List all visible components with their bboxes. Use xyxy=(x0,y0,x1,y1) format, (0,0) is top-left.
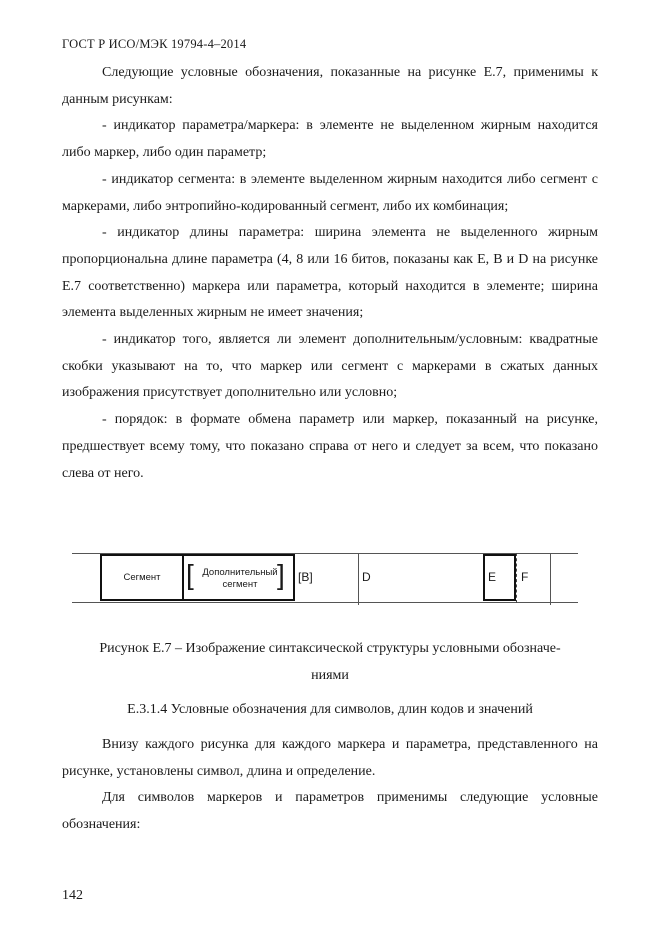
optional-line1: Дополнительный xyxy=(202,567,278,578)
syntax-diagram xyxy=(72,553,578,605)
optional-segment-box xyxy=(182,554,295,601)
paragraph: Следующие условные обозначения, показанные на рисунке Е.7, применимы к данным рисункам: xyxy=(62,65,598,107)
paragraph: - индикатор параметра/маркера: в элементе не выделенном жирным находится либо маркер, либо один параметр; xyxy=(62,118,598,161)
paragraph: - индикатор сегмента: в элементе выделенном жирным находится либо сегмент с маркерами, либо энтропийно-кодированный сегмент, либо их комбинация; xyxy=(62,171,598,214)
f-label: F xyxy=(521,570,529,584)
segment-box xyxy=(100,554,184,601)
divider xyxy=(358,553,359,605)
caption-line1: Рисунок Е.7 – Изображение синтаксической структуры условными обозначе- xyxy=(99,641,561,656)
paragraph: - индикатор длины параметра: ширина элемента не выделенного жирным пропорциональна длине параметра (4, 8 или 16 битов, показаны как Е, В и D на рисунке Е.7 соответственно) маркера или параметра, который находится в элементе; ширина элемента выделенных жирным не имеет значения; xyxy=(62,225,598,321)
e-dashed-divider xyxy=(516,553,517,603)
optional-line2: сегмент xyxy=(222,579,258,590)
paragraph: Для символов маркеров и параметров применимы следующие условные обозначения: xyxy=(62,790,598,833)
body-text-bottom xyxy=(62,732,598,839)
page-number: 142 xyxy=(62,888,83,903)
divider xyxy=(550,553,551,605)
caption-line2: ниями xyxy=(311,667,349,683)
section-heading: Е.3.1.4 Условные обозначения для символов, длин кодов и значений xyxy=(127,702,533,717)
segment-label: Сегмент xyxy=(123,572,161,583)
paragraph: - порядок: в формате обмена параметр или маркер, показанный на рисунке, предшествует всему тому, что показано справа от него и следует за всем, что показано слева от него. xyxy=(62,412,598,481)
bracket-close: ] xyxy=(277,559,285,590)
d-label: D xyxy=(362,570,371,584)
paragraph: - индикатор того, является ли элемент дополнительным/условным: квадратные скобки указывают на то, что маркер или сегмент с маркерами в сжатых данных изображения присутствует дополнительно или условно; xyxy=(62,332,598,401)
optional-segment-label xyxy=(194,567,286,591)
diagram-bottom-line xyxy=(72,602,578,603)
b-label: [B] xyxy=(298,570,313,584)
bracket-open: [ xyxy=(186,559,194,590)
paragraph: Внизу каждого рисунка для каждого маркера и параметра, представленного на рисунке, установлены символ, длина и определение. xyxy=(62,737,598,779)
e-label: E xyxy=(488,570,497,584)
figure-caption xyxy=(62,636,598,689)
body-text-top xyxy=(62,60,598,487)
document-header: ГОСТ Р ИСО/МЭК 19794-4–2014 xyxy=(62,37,247,51)
